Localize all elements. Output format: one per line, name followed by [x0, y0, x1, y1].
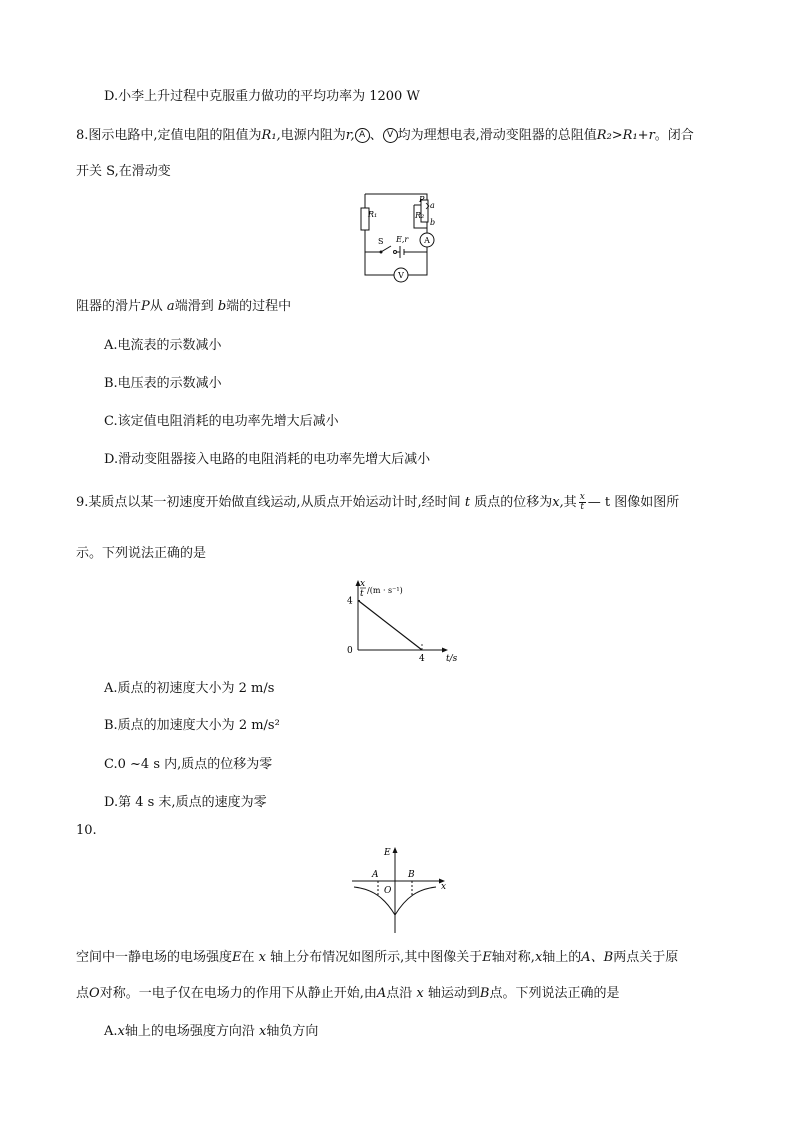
q8-stem-line1: [76, 128, 694, 144]
q8-text: 8.图示电路中,定值电阻的阻值为: [76, 128, 262, 143]
q9-t-symbol: t: [464, 495, 471, 510]
q10-ab-symbol: A、B: [581, 950, 614, 965]
q8-option-c: C.该定值电阻消耗的电功率先增大后减小: [104, 414, 339, 429]
q9-stem-line2: 示。下列说法正确的是: [76, 546, 207, 561]
chart-y-tick-label: 4: [347, 596, 353, 607]
q10-number: 10.: [76, 823, 97, 838]
q8-stem-line3: [76, 299, 291, 315]
label-voltmeter: V: [398, 271, 404, 280]
q8-text: 从: [149, 299, 163, 314]
q8-option-a: A.电流表的示数减小: [104, 338, 222, 353]
q9-text: 9.某质点以某一初速度开始做直线运动,从质点开始运动计时,经时间: [76, 495, 461, 510]
q10-text: 点。下列说法正确的是: [489, 986, 620, 1001]
voltmeter-symbol: V: [383, 128, 398, 143]
q8-a-symbol: a: [166, 299, 175, 314]
q10-e-field-diagram: [350, 845, 450, 937]
q10-x-symbol: x: [258, 950, 267, 965]
q10-a-symbol: A: [376, 986, 387, 1001]
q8-text: 电源内阻为: [280, 128, 346, 143]
q9-option-c: C.0 ~4 s 内,质点的位移为零: [104, 757, 273, 772]
q8-stem-line2: 开关 S,在滑动变: [76, 164, 171, 179]
q10-text: 对称。一电子仅在电场力的作用下从静止开始,由: [99, 986, 377, 1001]
q10-x-symbol: x: [117, 1024, 125, 1039]
q7-option-d: D.小李上升过程中克服重力做功的平均功率为 1200 W: [104, 89, 420, 104]
q10-text: 轴上的: [542, 950, 582, 965]
q10-text: A.: [104, 1024, 118, 1039]
q8-p-symbol: P: [141, 299, 150, 314]
label-a: A: [372, 870, 379, 880]
e-axis-arrow: [393, 847, 398, 853]
label-b: B: [408, 870, 415, 880]
q8-b-symbol: b: [217, 299, 227, 314]
label-ammeter: A: [424, 236, 430, 245]
q8-option-b: B.电压表的示数减小: [104, 376, 222, 391]
switch-contact: [380, 251, 383, 254]
label-b: b: [430, 218, 436, 227]
q10-b-symbol: B: [479, 986, 490, 1001]
q8-r-symbol: r,: [345, 128, 355, 143]
q10-text: 点: [76, 986, 90, 1001]
q9-option-a: A.质点的初速度大小为 2 m/s: [104, 681, 275, 696]
label-o: O: [384, 886, 392, 896]
label-er: E,r: [396, 235, 409, 244]
fraction-numerator: x: [579, 492, 585, 502]
chart-x-tick-label: 4: [419, 654, 425, 664]
q9-stem-line1: [76, 493, 679, 512]
q10-x-symbol: x: [416, 986, 424, 1001]
q10-x-symbol: x: [534, 950, 543, 965]
q9-x-symbol: x,: [552, 495, 564, 510]
q9-text: 质点的位移为: [474, 495, 553, 510]
q8-option-d: D.滑动变阻器接入电路的电阻消耗的电功率先增大后减小: [104, 452, 431, 467]
q8-text: 端滑到: [174, 299, 214, 314]
q10-text: 点沿: [386, 986, 413, 1001]
q8-text: 端的过程中: [226, 299, 292, 314]
q10-option-a: [104, 1024, 318, 1040]
q8-text: 均为理想电表,滑动变阻器的总阻值: [397, 128, 597, 143]
q10-text: 在: [241, 950, 255, 965]
q10-o-symbol: O: [89, 986, 100, 1001]
q8-text: 阻器的滑片: [76, 299, 142, 314]
label-e: E: [384, 848, 391, 858]
q10-text: 轴对称,: [491, 950, 535, 965]
label-r1: R₁: [368, 210, 378, 219]
q10-stem-line1: [76, 950, 678, 966]
switch-contact: [394, 251, 397, 254]
q10-text: 轴运动到: [427, 986, 480, 1001]
chart-ylabel-t: t: [360, 589, 364, 599]
q9-fraction: [579, 493, 586, 512]
q10-e-symbol: E: [482, 950, 492, 965]
q8-circuit-diagram: [355, 188, 435, 284]
q10-text: 轴负方向: [266, 1024, 319, 1039]
label-s: S: [378, 237, 384, 246]
chart-ylabel-unit: /(m · s⁻¹): [367, 586, 403, 595]
chart-series-line: [358, 600, 422, 650]
ammeter-symbol: A: [355, 128, 370, 143]
q8-r1-symbol: R₁,: [261, 128, 281, 143]
q10-e-symbol: E: [232, 950, 242, 965]
q9-xt-chart: [336, 575, 456, 670]
chart-origin-label: 0: [347, 646, 353, 656]
q9-text: — t 图像如图所: [587, 495, 680, 510]
label-p: P: [419, 195, 425, 204]
chart-ylabel-x: x: [360, 579, 366, 589]
q10-text: 轴上分布情况如图所示,其中图像关于: [270, 950, 483, 965]
q8-text: 。闭合: [654, 128, 694, 143]
fraction-denominator: t: [580, 502, 585, 512]
label-r2: R₂: [415, 211, 425, 220]
q10-text: 轴上的电场强度方向沿: [124, 1024, 255, 1039]
q9-option-d: D.第 4 s 末,质点的速度为零: [104, 795, 267, 810]
chart-xlabel: t/s: [446, 654, 458, 664]
chart-x-axis-arrow: [442, 648, 448, 653]
q10-text: 空间中一静电场的电场强度: [76, 950, 233, 965]
label-a: a: [430, 201, 435, 210]
q10-stem-line2: [76, 986, 619, 1002]
q8-text: 、: [369, 128, 383, 143]
q10-x-symbol: x: [259, 1024, 267, 1039]
label-x: x: [441, 882, 447, 892]
q10-text: 两点关于原: [613, 950, 679, 965]
q9-text: 其: [563, 495, 577, 510]
q9-option-b: B.质点的加速度大小为 2 m/s²: [104, 718, 280, 733]
q8-condition: R₂>R₁+r: [596, 128, 655, 143]
